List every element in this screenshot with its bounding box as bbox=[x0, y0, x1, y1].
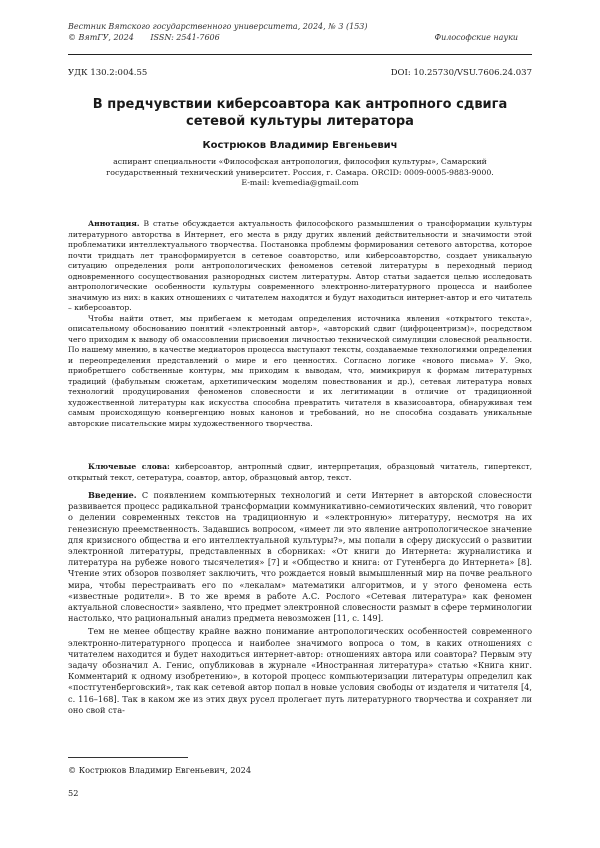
author-name: Кострюков Владимир Евгеньевич bbox=[68, 140, 532, 151]
author-copyright: © Кострюков Владимир Евгеньевич, 2024 bbox=[68, 765, 251, 775]
publisher-copyright: © ВятГУ, 2024 bbox=[68, 33, 134, 42]
keywords-text: киберсоавтор, антропный сдвиг, интерпретация, образцовый читатель, гипертекст, открытый текст, сетература, соавтор, автор, образцовый автор, текст. bbox=[68, 462, 532, 482]
page-number: 52 bbox=[68, 788, 78, 798]
journal-name: Вестник Вятского государственного университета, 2024, № 3 (153) bbox=[68, 22, 368, 33]
header-journal-row bbox=[68, 22, 532, 33]
footnote-rule bbox=[68, 757, 188, 758]
header-meta-row bbox=[68, 33, 532, 44]
keywords-label: Ключевые слова: bbox=[88, 462, 170, 471]
abstract-paragraph-1 bbox=[68, 219, 532, 314]
issn: ISSN: 2541-7606 bbox=[150, 33, 219, 42]
intro-paragraph bbox=[68, 490, 532, 624]
author-affiliation-block bbox=[90, 157, 510, 189]
author-affiliation: аспирант специальности «Философская антропология, философия культуры», Самарский государственный технический университет. Россия, г. Самара. ORCID: 0009-0005-9883-9000. bbox=[90, 157, 510, 178]
intro-label: Введение. bbox=[88, 490, 137, 500]
intro-text: С появлением компьютерных технологий и сети Интернет в авторской словесности развивается процесс радикальной трансформации коммуникативно-семиотических явлений, что говорит о делении современных текстов на традиционную и «электронную» литературу, несмотря на их генезисную преемственность. Задавшись вопросом, «имеет ли это явление антропологическое значение для кризисного общества и его интеллектуальной культуры?», мы попали в сферу дискуссий о развитии электронной литературы, представленных в сборниках: «От книги до Интернета: журналистика и литература на рубеже нового тысячелетия» [7] и «Общество и книга: от Гутенберга до Интернета» [8]. Чтение этих обзоров позволяет заключить, что рождается новый вымышленный мир на почве реального мира, чтобы перестраивать его по «лекалам» математики алгоритмов, и у этого феномена есть «известные родители». В то же время в работе А.С. Рослого «Сетевая литература» как феномен актуальной словесности» заявлено, что предмет электронной словесности размыт в сфере терминологии настолько, что рациональный анализ предмета невозможен [11, с. 149]. bbox=[68, 490, 532, 623]
running-header bbox=[68, 22, 532, 43]
abstract-paragraph-2: Чтобы найти ответ, мы прибегаем к методам определения источника явления «открытого текста», описательному обоснованию понятий «электронный автор», «авторский сдвиг (цифроцентризм)», посредством чего приходим к выводу об омассовлении присвоения личностью технической симуляции словесной реальности. По нашему мнению, в качестве медиаторов процесса выступают тексты, создаваемые технологиями определения и переопределения представлений о мире и его ценностях. Согласно логике «нового письма» У. Эко, приобретшего собственные контуры, мы приходим к выводам, что, мимикрируя к формам литературных традиций (фабульным сюжетам, архетипическим моделям повествования и др.), сетевая литература новых технологий продуцирования феноменов словесности и их легитимации в отличие от традиционной художественной литературы как искусства способна превратить читателя в квазисоавтора, обнаруживая тем самым происходящую конвергенцию новых канонов и требований, но не способна создавать уникальные авторские писательские миры художественного творчества. bbox=[68, 314, 532, 430]
header-rule bbox=[68, 54, 532, 55]
abstract bbox=[68, 219, 532, 429]
udk-code: УДК 130.2:004.55 bbox=[68, 68, 147, 78]
doi[interactable]: DOI: 10.25730/VSU.7606.24.037 bbox=[391, 68, 532, 78]
body-paragraph-2: Тем не менее обществу крайне важно понимание антропологических особенностей современного электронно-литературного процесса и наиболее значимого вопроса о том, в каких отношениях с читателем находится и будет находиться интернет-автор: отношениях автора или соавтора? Первым эту задачу обозначил А. Генис, опубликовав в журнале «Иностранная литература» статью «Книга книг. Комментарий к одному изобретению», в которой процесс компьютеризации литературы определил как «постгутенберговский», так как сетевой автор попал в новые условия свободы от издателя и читателя [4, с. 116–168]. Так в каком же из этих двух русел пролегает путь литературного творчества и сохраняет ли оно свой ста- bbox=[68, 626, 532, 716]
author-email[interactable]: E-mail: kvemedia@gmail.com bbox=[90, 178, 510, 189]
journal-page bbox=[0, 0, 600, 848]
abstract-label: Аннотация. bbox=[88, 219, 140, 228]
abstract-text-1: В статье обсуждается актуальность философского размышления о трансформации культуры литературного авторства в Интернет, его места в ряду других явлений действительности и значимости этой проблематики интеллектуального творчества. Постановка проблемы формирования сетевого авторства, которое почти тридцать лет трансформируется в сетевое соавторство, или киберсоавторство, создает уникальную ситуацию определения роли антропологических феноменов сетевой литературы в переходный период одновременного сосуществования разнородных систем литературы. Автор статьи задается целью исследовать антропологические особенности культуры современного электронно-литературного процесса и наиболее значимую из них: в каких отношениях с читателем находятся и будут находиться интернет-автор и его читатель – киберсоавтор. bbox=[68, 219, 532, 312]
keywords bbox=[68, 462, 532, 483]
article-body bbox=[68, 490, 532, 716]
article-title: В предчувствии киберсоавтора как антропного сдвига сетевой культуры литератора bbox=[68, 96, 532, 130]
article-identifiers bbox=[68, 68, 532, 78]
journal-section: Философские науки bbox=[434, 33, 518, 44]
